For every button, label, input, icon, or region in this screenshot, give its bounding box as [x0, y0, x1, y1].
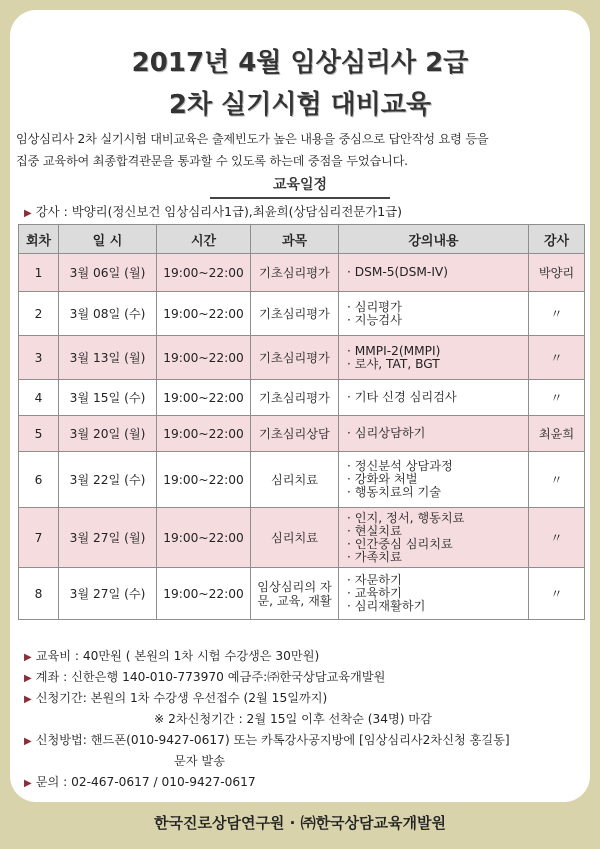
header-date: 일 시	[59, 225, 157, 254]
info-account	[24, 667, 584, 688]
cell-time: 19:00~22:00	[157, 336, 251, 380]
cell-teacher: 최윤희	[529, 416, 585, 452]
cell-time: 19:00~22:00	[157, 292, 251, 336]
info-account-text: 계좌 : 신한은행 140-010-773970 예금주:㈜한국상담교육개발원	[35, 670, 386, 684]
content-line: · 현실치료	[347, 523, 402, 538]
info-method-cont: 문자 발송	[174, 754, 225, 768]
cell-content	[339, 380, 529, 416]
cell-no: 5	[19, 416, 59, 452]
cell-subject: 기초심리평가	[251, 336, 339, 380]
table-row	[19, 452, 585, 508]
cell-content	[339, 416, 529, 452]
cell-date: 3월 27일 (수)	[59, 568, 157, 620]
header-subject: 과목	[251, 225, 339, 254]
content-line: · 인간중심 심리치료	[347, 536, 453, 551]
cell-subject: 기초심리평가	[251, 380, 339, 416]
cell-no: 8	[19, 568, 59, 620]
cell-no: 4	[19, 380, 59, 416]
header-teacher: 강사	[529, 225, 585, 254]
content-line: · 심리평가	[347, 299, 402, 314]
info-period	[24, 688, 584, 709]
cell-teacher: 〃	[529, 568, 585, 620]
cell-time: 19:00~22:00	[157, 416, 251, 452]
table-row	[19, 336, 585, 380]
cell-content	[339, 568, 529, 620]
header-no: 회차	[19, 225, 59, 254]
info-section	[24, 646, 584, 793]
cell-time: 19:00~22:00	[157, 380, 251, 416]
info-fee-text: 교육비 : 40만원 ( 본원의 1차 시험 수강생은 30만원)	[35, 649, 320, 663]
content-line: · MMPI-2(MMPI)	[347, 343, 441, 358]
content-line: · 정신분석 상담과정	[347, 459, 453, 473]
info-method	[24, 730, 584, 751]
info-fee	[24, 646, 584, 667]
table-row	[19, 292, 585, 336]
cell-content	[339, 336, 529, 380]
cell-content	[339, 452, 529, 508]
lecturer-text: 강사 : 박양리(정신보건 임상심리사1급),최윤희(상담심리전문가1급)	[35, 204, 402, 219]
triangle-bullet-icon: ▶	[24, 208, 32, 219]
cell-content	[339, 508, 529, 568]
cell-time: 19:00~22:00	[157, 508, 251, 568]
cell-teacher: 〃	[529, 508, 585, 568]
schedule-table	[18, 224, 585, 620]
cell-teacher: 〃	[529, 452, 585, 508]
cell-subject: 기초심리평가	[251, 254, 339, 292]
intro-line-2: 집중 교육하여 최종합격관문을 통과할 수 있도록 하는데 중점을 두었습니다.	[16, 154, 408, 168]
cell-subject: 임상심리의 자문, 교육, 재활	[251, 568, 339, 620]
info-period-text: 신청기간: 본원의 1차 수강생 우선접수 (2월 15일까지)	[35, 691, 328, 705]
flyer-card	[10, 10, 590, 802]
cell-time: 19:00~22:00	[157, 568, 251, 620]
cell-content	[339, 254, 529, 292]
info-contact	[24, 772, 584, 793]
triangle-bullet-icon: ▶	[24, 652, 32, 663]
table-row	[19, 380, 585, 416]
cell-date: 3월 13일 (월)	[59, 336, 157, 380]
info-contact-text: 문의 : 02-467-0617 / 010-9427-0617	[35, 775, 256, 789]
cell-no: 7	[19, 508, 59, 568]
header-time: 시간	[157, 225, 251, 254]
header-content: 강의내용	[339, 225, 529, 254]
organization-footer: 한국진로상담연구원 · ㈜한국상담교육개발원	[154, 814, 446, 832]
content-line: · 자문하기	[347, 573, 402, 587]
triangle-bullet-icon: ▶	[24, 694, 32, 705]
triangle-bullet-icon: ▶	[24, 736, 32, 747]
content-line: · 교육하기	[347, 586, 402, 600]
content-line: · 심리재활하기	[347, 599, 426, 613]
cell-subject: 심리치료	[251, 452, 339, 508]
cell-subject: 기초심리상담	[251, 416, 339, 452]
cell-date: 3월 20일 (월)	[59, 416, 157, 452]
cell-teacher: 〃	[529, 380, 585, 416]
cell-teacher: 〃	[529, 292, 585, 336]
cell-no: 6	[19, 452, 59, 508]
cell-teacher: 박양리	[529, 254, 585, 292]
content-line: · 가족치료	[347, 549, 402, 564]
content-line: · DSM-5(DSM-IV)	[347, 265, 449, 279]
cell-subject: 심리치료	[251, 508, 339, 568]
cell-time: 19:00~22:00	[157, 452, 251, 508]
title-line-2: 2차 실기시험 대비교육	[168, 90, 432, 120]
content-line: · 로샤, TAT, BGT	[347, 356, 440, 371]
content-line: · 심리상담하기	[347, 426, 426, 440]
table-row	[19, 568, 585, 620]
triangle-bullet-icon: ▶	[24, 673, 32, 684]
cell-date: 3월 06일 (월)	[59, 254, 157, 292]
intro-text	[16, 128, 588, 172]
intro-line-1: 임상심리사 2차 실기시험 대비교육은 출제빈도가 높은 내용을 중심으로 답안작성 요령 등을	[16, 132, 489, 146]
cell-date: 3월 27일 (월)	[59, 508, 157, 568]
content-line: · 기타 신경 심리검사	[347, 390, 457, 404]
table-row	[19, 416, 585, 452]
cell-no: 2	[19, 292, 59, 336]
cell-time: 19:00~22:00	[157, 254, 251, 292]
info-method-text: 신청방법: 핸드폰(010-9427-0617) 또는 카톡강사공지방에 [임상심리사2차신청 홍길동]	[35, 733, 510, 747]
lecturer-line	[24, 202, 402, 220]
table-header-row	[19, 225, 585, 254]
content-line: · 인지, 정서, 행동치료	[347, 510, 465, 525]
cell-date: 3월 15일 (수)	[59, 380, 157, 416]
cell-no: 1	[19, 254, 59, 292]
cell-teacher: 〃	[529, 336, 585, 380]
schedule-title: 교육일정	[210, 175, 390, 199]
cell-date: 3월 08일 (수)	[59, 292, 157, 336]
table-row	[19, 508, 585, 568]
triangle-bullet-icon: ▶	[24, 778, 32, 789]
content-line: · 행동치료의 기술	[347, 485, 442, 499]
cell-content	[339, 292, 529, 336]
table-row	[19, 254, 585, 292]
cell-date: 3월 22일 (수)	[59, 452, 157, 508]
info-period-note: ※ 2차신청기간 : 2월 15일 이후 선착순 (34명) 마감	[154, 712, 432, 726]
content-line: · 강화와 처벌	[347, 472, 418, 486]
cell-subject: 기초심리평가	[251, 292, 339, 336]
title-line-1: 2017년 4월 임상심리사 2급	[131, 48, 469, 78]
content-line: · 지능검사	[347, 312, 402, 327]
cell-no: 3	[19, 336, 59, 380]
